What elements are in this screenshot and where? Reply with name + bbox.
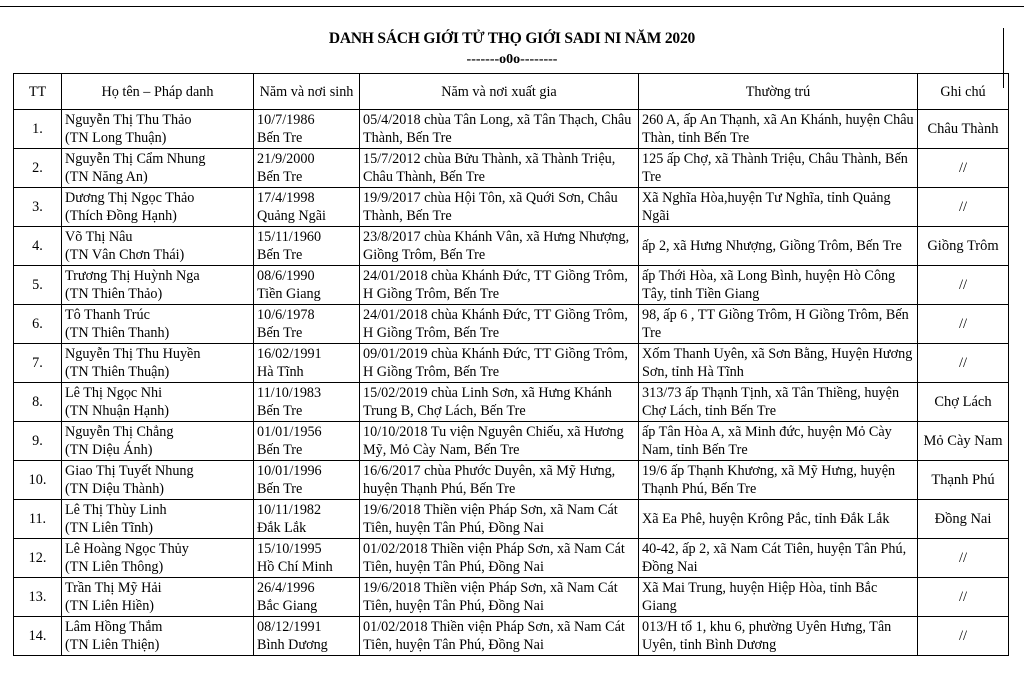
note-cell: //: [918, 266, 1009, 305]
row-number: 7.: [14, 344, 62, 383]
document-subtitle-ornament: -------o0o--------: [466, 52, 558, 67]
ordination-cell: 24/01/2018 chùa Khánh Đức, TT Giồng Trôm, H Giồng Trôm, Bến Tre: [360, 305, 639, 344]
dharma-name: (TN Liên Thông): [65, 559, 164, 575]
note-cell: Chợ Lách: [918, 383, 1009, 422]
residence-cell: 40-42, ấp 2, xã Nam Cát Tiên, huyện Tân Phú, Đồng Nai: [639, 539, 918, 578]
birth-place: Bến Tre: [257, 325, 303, 341]
lay-name: Võ Thị Nâu: [65, 229, 133, 245]
birth-place: Hà Tĩnh: [257, 364, 304, 380]
ordination-cell: 15/02/2019 chùa Linh Sơn, xã Hưng Khánh Trung B, Chợ Lách, Bến Tre: [360, 383, 639, 422]
name-cell: [62, 305, 254, 344]
birth-date: 26/4/1996: [257, 580, 315, 596]
lay-name: Dương Thị Ngọc Thảo: [65, 190, 195, 206]
birth-place: Quảng Ngãi: [257, 208, 326, 224]
birth-cell: [254, 539, 360, 578]
row-number: 11.: [14, 500, 62, 539]
residence-cell: 19/6 ấp Thạnh Khương, xã Mỹ Hưng, huyện Thạnh Phú, Bến Tre: [639, 461, 918, 500]
lay-name: Lê Thị Thùy Linh: [65, 502, 167, 518]
table-row: [14, 110, 1009, 149]
name-cell: [62, 266, 254, 305]
birth-cell: [254, 383, 360, 422]
ordination-cell: 10/10/2018 Tu viện Nguyên Chiếu, xã Hương Mỹ, Mỏ Cày Nam, Bến Tre: [360, 422, 639, 461]
header-residence: Thường trú: [639, 74, 918, 110]
table-row: [14, 422, 1009, 461]
ordination-cell: 24/01/2018 chùa Khánh Đức, TT Giồng Trôm, H Giồng Trôm, Bến Tre: [360, 266, 639, 305]
name-cell: [62, 227, 254, 266]
document-title: DANH SÁCH GIỚI TỬ THỌ GIỚI SADI NI NĂM 2020: [328, 30, 696, 47]
birth-cell: [254, 266, 360, 305]
dharma-name: (TN Năng An): [65, 169, 148, 185]
dharma-name: (TN Nhuận Hạnh): [65, 403, 170, 419]
birth-place: Bến Tre: [257, 169, 303, 185]
dharma-name: (Thích Đồng Hạnh): [65, 208, 177, 224]
birth-date: 10/11/1982: [257, 502, 322, 518]
lay-name: Lê Thị Ngọc Nhi: [65, 385, 163, 401]
ordination-cell: 23/8/2017 chùa Khánh Vân, xã Hưng Nhượng, Giồng Trôm, Bến Tre: [360, 227, 639, 266]
row-number: 3.: [14, 188, 62, 227]
name-cell: [62, 110, 254, 149]
row-number: 9.: [14, 422, 62, 461]
residence-cell: 013/H tổ 1, khu 6, phường Uyên Hưng, Tân Uyên, tỉnh Bình Dương: [639, 617, 918, 656]
birth-cell: [254, 617, 360, 656]
birth-place: Bến Tre: [257, 247, 303, 263]
table-row: [14, 539, 1009, 578]
row-number: 5.: [14, 266, 62, 305]
dharma-name: (TN Vân Chơn Thái): [65, 247, 185, 263]
residence-cell: Xã Nghĩa Hòa,huyện Tư Nghĩa, tỉnh Quảng Ngãi: [639, 188, 918, 227]
table-body: [14, 110, 1009, 656]
name-cell: [62, 149, 254, 188]
table-row: [14, 305, 1009, 344]
header-tt: TT: [14, 74, 62, 110]
name-cell: [62, 539, 254, 578]
residence-cell: ấp Tân Hòa A, xã Minh đức, huyện Mỏ Cày Nam, tỉnh Bến Tre: [639, 422, 918, 461]
lay-name: Nguyễn Thị Chẳng: [65, 424, 174, 440]
name-cell: [62, 383, 254, 422]
residence-cell: 313/73 ấp Thạnh Tịnh, xã Tân Thiềng, huyện Chợ Lách, tỉnh Bến Tre: [639, 383, 918, 422]
row-number: 2.: [14, 149, 62, 188]
table-row: [14, 266, 1009, 305]
header-note: Ghi chú: [918, 74, 1009, 110]
name-cell: [62, 422, 254, 461]
birth-cell: [254, 344, 360, 383]
note-cell: //: [918, 344, 1009, 383]
ordination-cell: 15/7/2012 chùa Bửu Thành, xã Thành Triệu, Châu Thành, Bến Tre: [360, 149, 639, 188]
lay-name: Lâm Hồng Thắm: [65, 619, 163, 635]
birth-date: 08/12/1991: [257, 619, 322, 635]
dharma-name: (TN Liên Thiện): [65, 637, 160, 653]
birth-place: Bến Tre: [257, 442, 303, 458]
note-cell: //: [918, 149, 1009, 188]
residence-cell: 98, ấp 6 , TT Giồng Trôm, H Giồng Trôm, Bến Tre: [639, 305, 918, 344]
birth-place: Đắk Lắk: [257, 520, 307, 536]
birth-place: Bình Dương: [257, 637, 328, 653]
residence-cell: ấp Thới Hòa, xã Long Bình, huyện Hò Công Tây, tỉnh Tiền Giang: [639, 266, 918, 305]
table-row: [14, 617, 1009, 656]
note-cell: //: [918, 539, 1009, 578]
birth-place: Bắc Giang: [257, 598, 318, 614]
birth-place: Bến Tre: [257, 130, 303, 146]
table-row: [14, 500, 1009, 539]
birth-date: 21/9/2000: [257, 151, 315, 167]
dharma-name: (TN Thiên Thảo): [65, 286, 163, 302]
table-header-row: [14, 74, 1009, 110]
birth-cell: [254, 305, 360, 344]
birth-date: 08/6/1990: [257, 268, 315, 284]
lay-name: Trần Thị Mỹ Hải: [65, 580, 162, 596]
ordination-cell: 01/02/2018 Thiền viện Pháp Sơn, xã Nam Cát Tiên, huyện Tân Phú, Đồng Nai: [360, 617, 639, 656]
birth-date: 01/01/1956: [257, 424, 322, 440]
birth-date: 10/6/1978: [257, 307, 315, 323]
birth-cell: [254, 422, 360, 461]
birth-cell: [254, 149, 360, 188]
note-cell: //: [918, 578, 1009, 617]
row-number: 13.: [14, 578, 62, 617]
dharma-name: (TN Thiên Thuận): [65, 364, 170, 380]
birth-date: 15/10/1995: [257, 541, 322, 557]
row-number: 1.: [14, 110, 62, 149]
dharma-name: (TN Long Thuận): [65, 130, 167, 146]
name-cell: [62, 344, 254, 383]
birth-place: Bến Tre: [257, 481, 303, 497]
birth-place: Hồ Chí Minh: [257, 559, 333, 575]
lay-name: Trương Thị Huỳnh Nga: [65, 268, 200, 284]
residence-cell: Xã Mai Trung, huyện Hiệp Hòa, tỉnh Bắc Giang: [639, 578, 918, 617]
name-cell: [62, 578, 254, 617]
birth-date: 15/11/1960: [257, 229, 322, 245]
table-row: [14, 383, 1009, 422]
birth-place: Tiền Giang: [257, 286, 321, 302]
dharma-name: (TN Liên Tĩnh): [65, 520, 153, 536]
birth-cell: [254, 188, 360, 227]
birth-cell: [254, 500, 360, 539]
residence-cell: ấp 2, xã Hưng Nhượng, Giồng Trôm, Bến Tre: [639, 227, 918, 266]
dharma-name: (TN Liên Hiền): [65, 598, 155, 614]
row-number: 6.: [14, 305, 62, 344]
dharma-name: (TN Diệu Ánh): [65, 442, 153, 458]
ordination-list-table: [13, 73, 1009, 656]
note-cell: Mỏ Cày Nam: [918, 422, 1009, 461]
birth-date: 10/7/1986: [257, 112, 315, 128]
dharma-name: (TN Diệu Thành): [65, 481, 165, 497]
lay-name: Nguyễn Thị Thu Huyền: [65, 346, 201, 362]
row-number: 4.: [14, 227, 62, 266]
name-cell: [62, 461, 254, 500]
ordination-cell: 19/9/2017 chùa Hội Tôn, xã Quới Sơn, Châu Thành, Bến Tre: [360, 188, 639, 227]
birth-date: 16/02/1991: [257, 346, 322, 362]
top-rule: [0, 6, 1024, 7]
ordination-cell: 19/6/2018 Thiền viện Pháp Sơn, xã Nam Cát Tiên, huyện Tân Phú, Đồng Nai: [360, 500, 639, 539]
note-cell: //: [918, 305, 1009, 344]
residence-cell: 260 A, ấp An Thạnh, xã An Khánh, huyện Châu Thàn, tỉnh Bến Tre: [639, 110, 918, 149]
birth-date: 17/4/1998: [257, 190, 315, 206]
row-number: 10.: [14, 461, 62, 500]
name-cell: [62, 500, 254, 539]
note-cell: Châu Thành: [918, 110, 1009, 149]
ordination-cell: 01/02/2018 Thiền viện Pháp Sơn, xã Nam Cát Tiên, huyện Tân Phú, Đồng Nai: [360, 539, 639, 578]
birth-place: Bến Tre: [257, 403, 303, 419]
header-birth: Năm và nơi sinh: [254, 74, 360, 110]
residence-cell: Xốm Thanh Uyên, xã Sơn Bằng, Huyện Hương Sơn, tỉnh Hà Tĩnh: [639, 344, 918, 383]
name-cell: [62, 617, 254, 656]
note-cell: //: [918, 188, 1009, 227]
note-cell: Thạnh Phú: [918, 461, 1009, 500]
header-name: Họ tên – Pháp danh: [62, 74, 254, 110]
note-cell: //: [918, 617, 1009, 656]
ordination-cell: 16/6/2017 chùa Phước Duyên, xã Mỹ Hưng, huyện Thạnh Phú, Bến Tre: [360, 461, 639, 500]
lay-name: Nguyễn Thị Cẩm Nhung: [65, 151, 206, 167]
row-number: 12.: [14, 539, 62, 578]
birth-date: 10/01/1996: [257, 463, 322, 479]
note-cell: Đồng Nai: [918, 500, 1009, 539]
ordination-cell: 05/4/2018 chùa Tân Long, xã Tân Thạch, Châu Thành, Bến Tre: [360, 110, 639, 149]
ordination-cell: 09/01/2019 chùa Khánh Đức, TT Giồng Trôm, H Giồng Trôm, Bến Tre: [360, 344, 639, 383]
birth-cell: [254, 461, 360, 500]
table-row: [14, 188, 1009, 227]
lay-name: Giao Thị Tuyết Nhung: [65, 463, 194, 479]
ordination-cell: 19/6/2018 Thiền viện Pháp Sơn, xã Nam Cát Tiên, huyện Tân Phú, Đồng Nai: [360, 578, 639, 617]
name-cell: [62, 188, 254, 227]
dharma-name: (TN Thiên Thanh): [65, 325, 170, 341]
row-number: 8.: [14, 383, 62, 422]
lay-name: Lê Hoàng Ngọc Thủy: [65, 541, 189, 557]
birth-cell: [254, 578, 360, 617]
table-row: [14, 227, 1009, 266]
table-row: [14, 461, 1009, 500]
birth-cell: [254, 227, 360, 266]
birth-date: 11/10/1983: [257, 385, 322, 401]
lay-name: Tô Thanh Trúc: [65, 307, 150, 323]
residence-cell: 125 ấp Chợ, xã Thành Triệu, Châu Thành, Bến Tre: [639, 149, 918, 188]
note-cell: Giồng Trôm: [918, 227, 1009, 266]
row-number: 14.: [14, 617, 62, 656]
table-row: [14, 149, 1009, 188]
table-row: [14, 578, 1009, 617]
header-ordination: Năm và nơi xuất gia: [360, 74, 639, 110]
birth-cell: [254, 110, 360, 149]
table-row: [14, 344, 1009, 383]
lay-name: Nguyễn Thị Thu Thảo: [65, 112, 192, 128]
residence-cell: Xã Ea Phê, huyện Krông Pắc, tỉnh Đắk Lắk: [639, 500, 918, 539]
